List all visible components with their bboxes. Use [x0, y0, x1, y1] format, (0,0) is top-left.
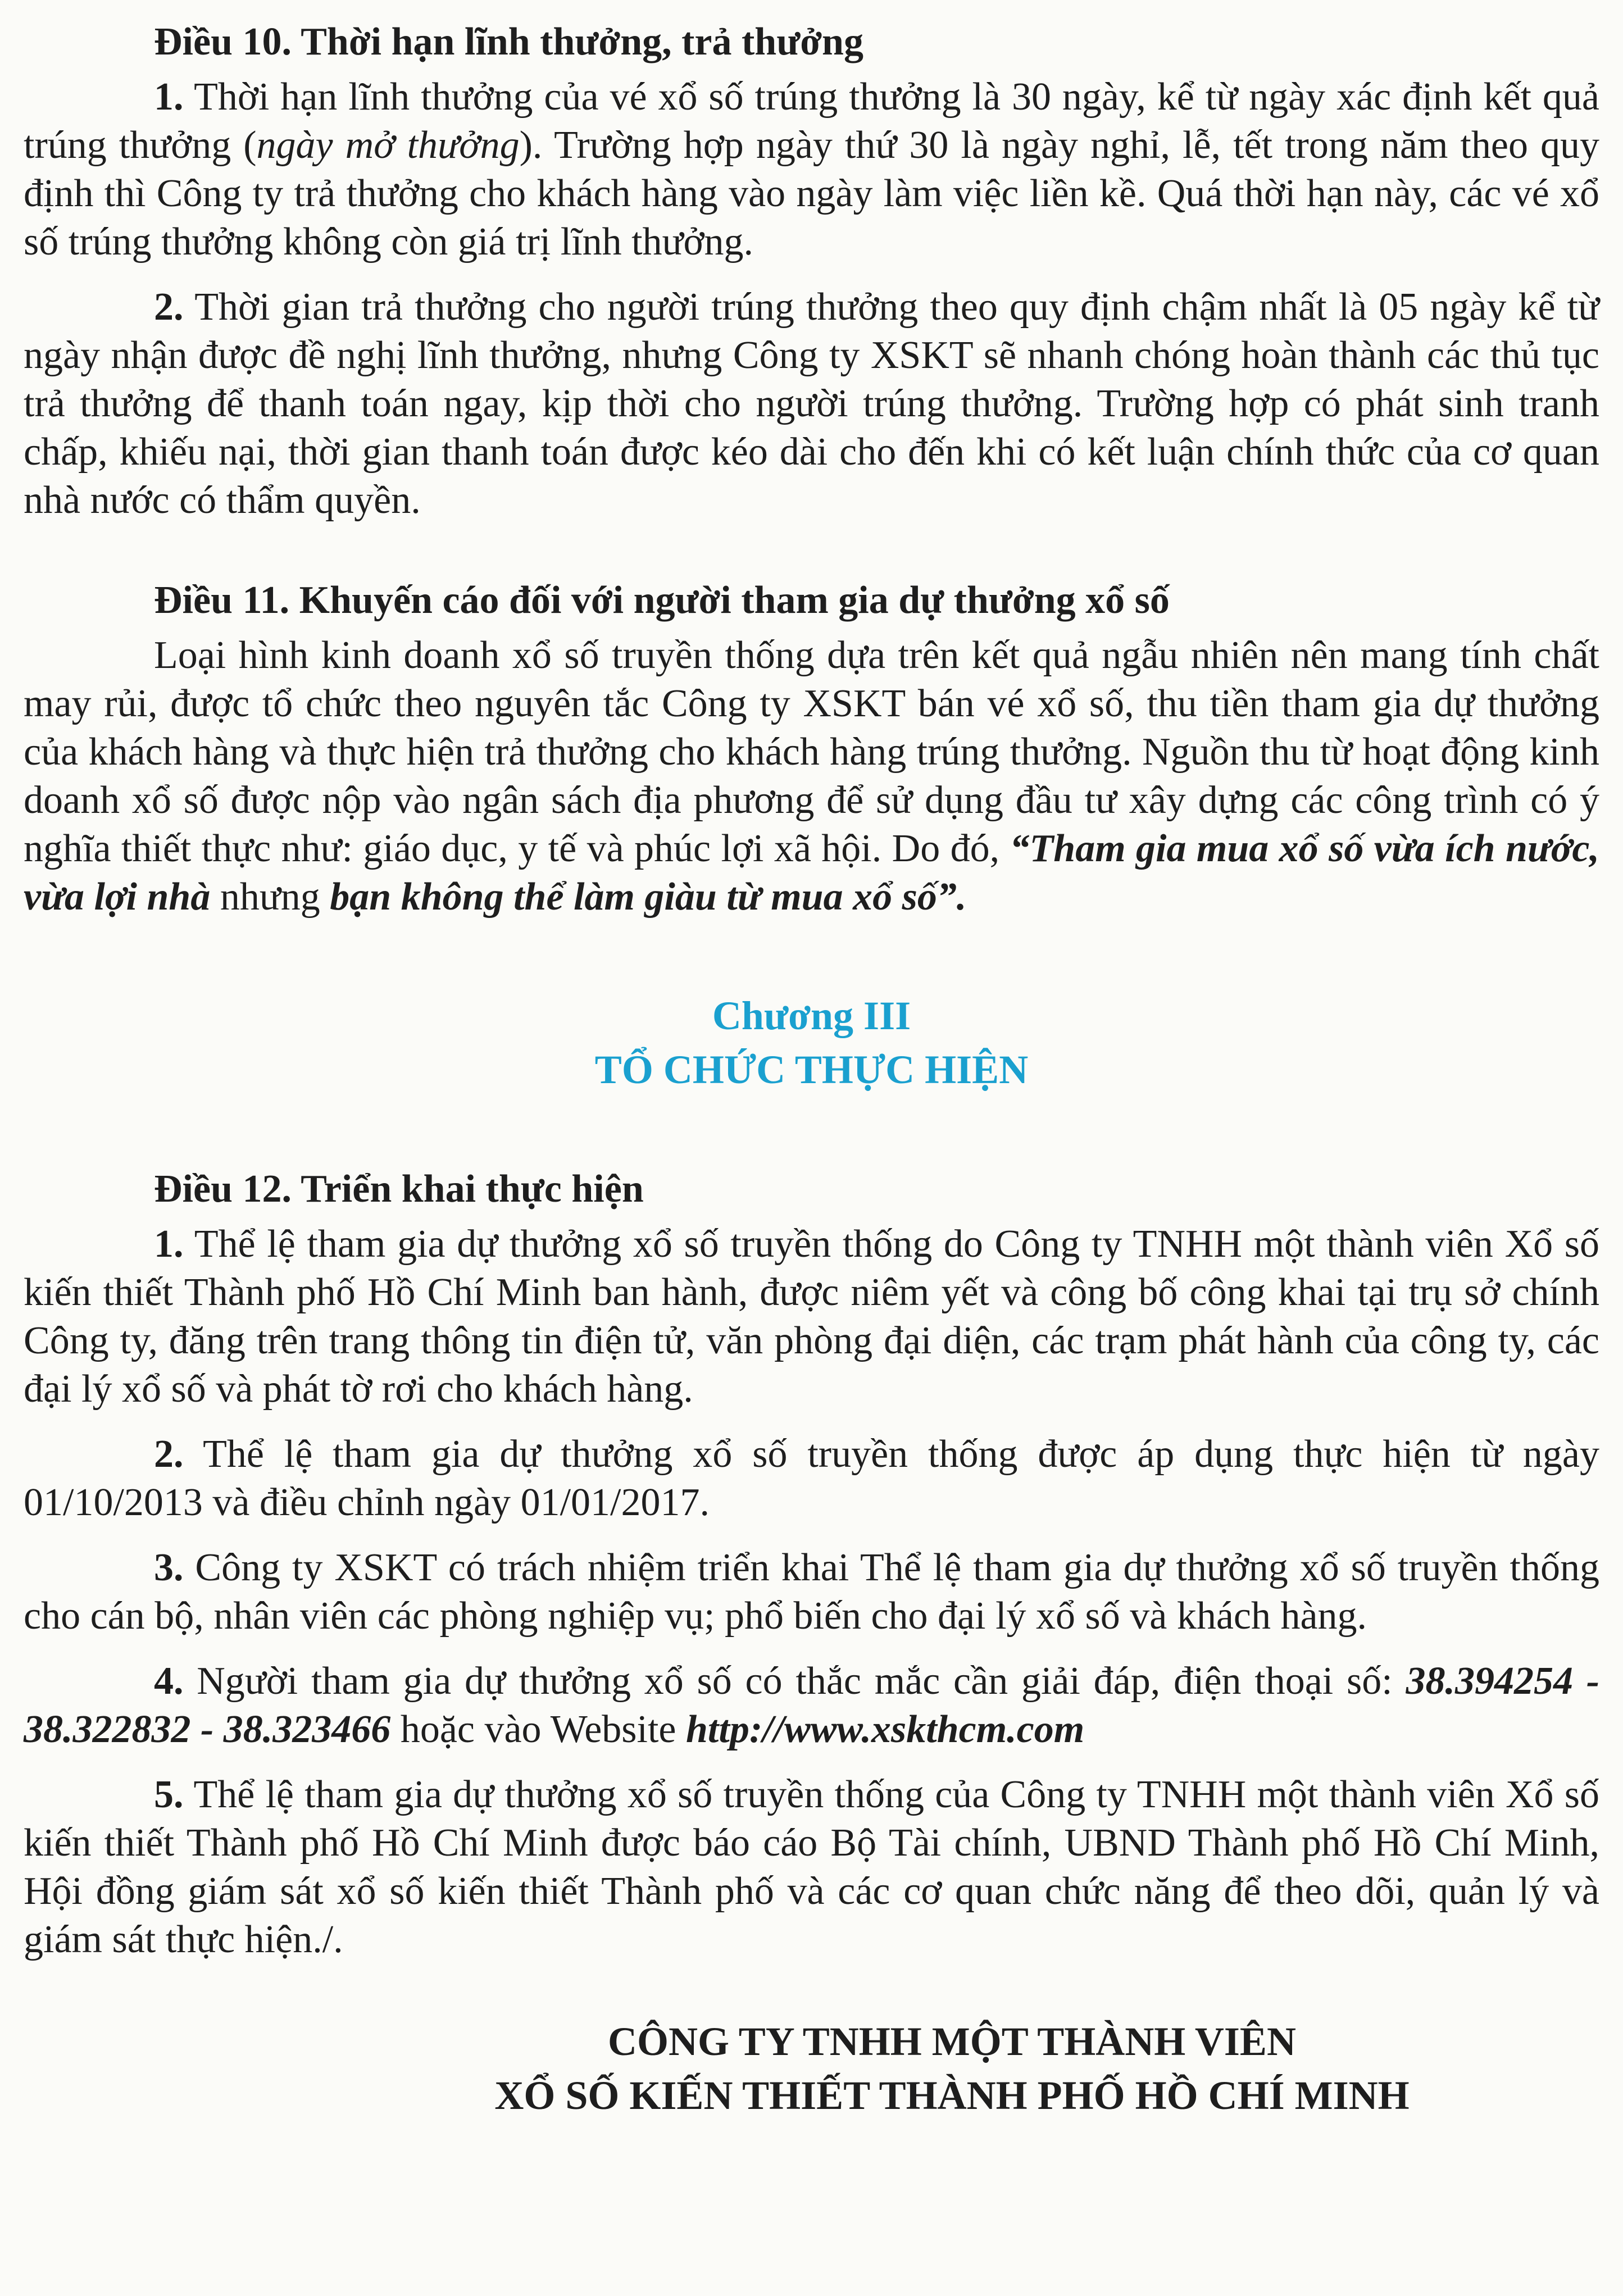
- article-12-clause-5: [24, 1771, 1599, 1964]
- signature-line-2: XỔ SỐ KIẾN THIẾT THÀNH PHỐ HỒ CHÍ MINH: [494, 2073, 1410, 2118]
- clause-text: hoặc vào Website: [390, 1708, 686, 1751]
- clause-number: 3.: [154, 1546, 184, 1589]
- clause-number: 2.: [154, 1433, 184, 1476]
- article-12-heading: Điều 12. Triển khai thực hiện: [154, 1167, 644, 1211]
- article-10-clause-2: [24, 283, 1599, 525]
- article-12-clause-2: [24, 1430, 1599, 1527]
- clause-text: Thể lệ tham gia dự thưởng xổ số truyền thống do Công ty TNHH một thành viên Xổ số kiến thiết Thành phố Hồ Chí Minh ban hành, được niêm yết và công bố công khai tại trụ sở chính Công ty, đăng trên trang thông tin điện tử, văn phòng đại diện, các trạm phát hành của công ty, các đại lý xổ số và phát tờ rơi cho khách hàng.: [24, 1222, 1599, 1411]
- clause-text: Công ty XSKT có trách nhiệm triển khai Thể lệ tham gia dự thưởng xổ số truyền thống cho cán bộ, nhân viên các phòng nghiệp vụ; phổ biến cho đại lý xổ số và khách hàng.: [24, 1546, 1599, 1638]
- paragraph-text: Loại hình kinh doanh xổ số truyền thống dựa trên kết quả ngẫu nhiên nên mang tính chất may rủi, được tổ chức theo nguyên tắc Công ty XSKT bán vé xổ số, thu tiền tham gia dự thưởng của khách hàng và thực hiện trả thưởng cho khách hàng trúng thưởng. Nguồn thu từ hoạt động kinh doanh xổ số được nộp vào ngân sách địa phương để sử dụng đầu tư xây dựng các công trình có ý nghĩa thiết thực như: giáo dục, y tế và phúc lợi xã hội. Do đó,: [24, 634, 1599, 870]
- article-11-heading: Điều 11. Khuyến cáo đối với người tham gia dự thưởng xổ số: [154, 579, 1170, 622]
- clause-text: Người tham gia dự thưởng xổ số có thắc mắc cần giải đáp, điện thoại số:: [183, 1660, 1406, 1703]
- phone-numbers: 38.394254 - 38.322832 - 38.323466: [24, 1660, 1600, 1751]
- clause-number: 2.: [154, 285, 184, 329]
- article-12-clause-4: [24, 1657, 1599, 1754]
- chapter-title: TỔ CHỨC THỰC HIỆN: [594, 1047, 1029, 1092]
- signature-line-1: CÔNG TY TNHH MỘT THÀNH VIÊN: [608, 2019, 1296, 2064]
- clause-text: Thể lệ tham gia dự thưởng xổ số truyền thống của Công ty TNHH một thành viên Xổ số kiến thiết Thành phố Hồ Chí Minh được báo cáo Bộ Tài chính, UBND Thành phố Hồ Chí Minh, Hội đồng giám sát xổ số kiến thiết Thành phố và các cơ quan chức năng để theo dõi, quản lý và giám sát thực hiện./.: [24, 1773, 1599, 1961]
- slogan-quote-part-1: “Tham gia mua xổ số vừa ích nước, vừa lợi nhà: [24, 827, 1599, 919]
- clause-number: 4.: [154, 1660, 184, 1703]
- article-12-clause-1: [24, 1220, 1599, 1413]
- clause-number: 5.: [154, 1773, 184, 1816]
- clause-text: Thời hạn lĩnh thưởng của vé xổ số trúng thưởng là 30 ngày, kể từ ngày xác định kết quả trúng thưởng (: [24, 75, 1599, 167]
- paragraph-text: nhưng: [210, 875, 330, 919]
- clause-text: ). Trường hợp ngày thứ 30 là ngày nghỉ, lễ, tết trong năm theo quy định thì Công ty trả thưởng cho khách hàng vào ngày làm việc liền kề. Quá thời hạn này, các vé xổ số trúng thưởng không còn giá trị lĩnh thưởng.: [24, 124, 1599, 263]
- company-signature-block: [24, 2015, 1599, 2122]
- article-10-heading: Điều 10. Thời hạn lĩnh thưởng, trả thưởng: [154, 20, 863, 63]
- slogan-quote-part-2: bạn không thể làm giàu từ mua xổ số”.: [330, 875, 967, 919]
- article-12-clause-3: [24, 1544, 1599, 1640]
- clause-italic-term: ngày mở thưởng: [256, 124, 520, 167]
- chapter-label: Chương III: [712, 993, 911, 1038]
- article-10-clause-1: [24, 73, 1599, 266]
- clause-text: Thời gian trả thưởng cho người trúng thưởng theo quy định chậm nhất là 05 ngày kể từ ngày nhận được đề nghị lĩnh thưởng, nhưng Công ty XSKT sẽ nhanh chóng hoàn thành các thủ tục trả thưởng để thanh toán ngay, kịp thời cho người trúng thưởng. Trường hợp có phát sinh tranh chấp, khiếu nại, thời gian thanh toán được kéo dài cho đến khi có kết luận chính thức của cơ quan nhà nước có thẩm quyền.: [24, 285, 1599, 522]
- website-link[interactable]: http://www.xskthcm.com: [686, 1708, 1085, 1751]
- clause-number: 1.: [154, 1222, 184, 1266]
- clause-text: Thể lệ tham gia dự thưởng xổ số truyền thống được áp dụng thực hiện từ ngày 01/10/2013 và điều chỉnh ngày 01/01/2017.: [24, 1433, 1599, 1524]
- article-11-paragraph: [24, 631, 1599, 921]
- clause-number: 1.: [154, 75, 184, 119]
- chapter-heading: [24, 989, 1599, 1097]
